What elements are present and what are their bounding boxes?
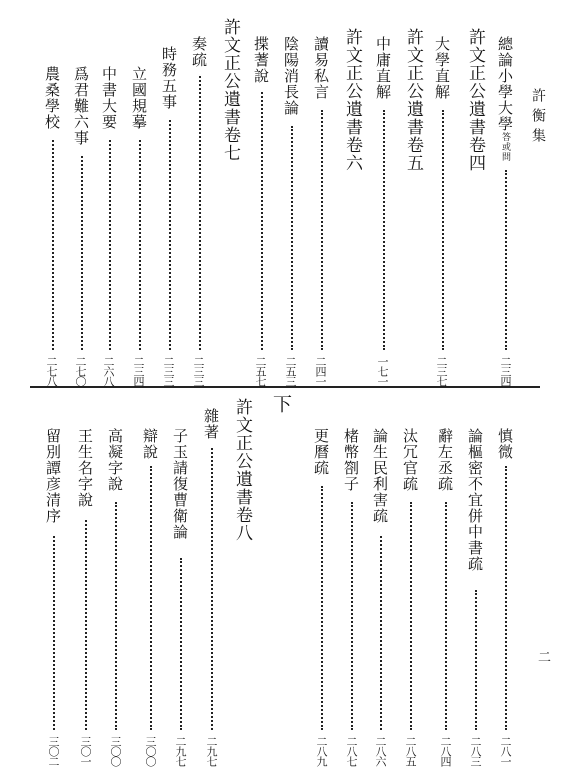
page-number: 三〇一: [79, 736, 92, 766]
toc-entry: 陰陽消長論: [282, 36, 300, 116]
dot-leader: [81, 156, 83, 350]
toc-entry: 汰冗官疏: [401, 428, 419, 492]
dot-leader: [211, 448, 213, 730]
toc-entry: 辯說: [141, 428, 159, 460]
toc-entry: 中書大要: [100, 66, 118, 130]
page-number: 三〇二: [47, 736, 60, 766]
page-number: 二八六: [374, 736, 387, 766]
dot-leader: [445, 502, 447, 730]
toc-entry: 慎微: [496, 428, 514, 460]
page-number: 一七一: [376, 356, 389, 386]
dot-leader: [139, 140, 141, 350]
dot-leader: [261, 92, 263, 350]
dot-leader: [52, 140, 54, 350]
volume-heading: 許文正公遺書卷六: [342, 28, 362, 172]
dot-leader: [115, 502, 117, 730]
page-number: 二五三: [284, 356, 297, 386]
toc-entry: 農桑學校: [43, 66, 61, 130]
entry-note: 答或問: [500, 132, 510, 162]
page-number: 三〇〇: [144, 736, 157, 766]
toc-entry: 讀易私言: [312, 36, 330, 100]
toc-entry: 中庸直解: [374, 36, 392, 100]
toc-entry: 大學直解: [433, 36, 451, 100]
toc-entry: 王生名字說: [76, 428, 94, 508]
page-number: 二九七: [205, 736, 218, 766]
toc-entry: 奏疏: [190, 36, 208, 68]
dot-leader: [442, 110, 444, 350]
volume-heading: 許文正公遺書卷八: [232, 398, 252, 542]
page-number: 二七八: [45, 356, 58, 386]
volume-heading: 許文正公遺書卷七: [220, 18, 240, 162]
page-number: 二四一: [314, 356, 327, 386]
page-number: 二七〇: [74, 356, 87, 386]
dot-leader: [505, 466, 507, 730]
toc-entry: 雜著: [202, 408, 220, 440]
page-number: 二三七: [435, 356, 448, 386]
toc-entry-main: [497, 36, 512, 162]
dot-leader: [505, 170, 507, 350]
dot-leader: [321, 110, 323, 350]
toc-entry: 爲君難六事: [72, 66, 90, 146]
page-number: 二三三: [192, 356, 205, 386]
dot-leader: [351, 502, 353, 730]
page-number: 二三三: [162, 356, 175, 386]
dot-leader: [475, 590, 477, 730]
toc-entry: 揲蓍說: [252, 36, 270, 84]
toc-entry: 子玉請復曹衛論: [171, 428, 189, 540]
page-number: 二八七: [345, 736, 358, 766]
page-number: 二三四: [499, 356, 512, 386]
toc-entry: 更曆疏: [312, 428, 330, 476]
dot-leader: [199, 76, 201, 350]
toc-entry: 楮幣劄子: [342, 428, 360, 492]
page-number: 二五七: [254, 356, 267, 386]
toc-entry: 時務五事: [160, 46, 178, 110]
entry-label: 總論小學大學: [496, 36, 514, 132]
section-divider: [30, 386, 540, 388]
dot-leader: [180, 558, 182, 730]
dot-leader: [410, 502, 412, 730]
page-number: 二三四: [132, 356, 145, 386]
dot-leader: [291, 126, 293, 350]
toc-entry: 論樞密不宜併中書疏: [466, 428, 484, 572]
running-head: 許衡集: [530, 88, 546, 148]
dot-leader: [169, 120, 171, 350]
toc-entry: 辭左丞疏: [436, 428, 454, 492]
dot-leader: [85, 520, 87, 730]
dot-leader: [383, 110, 385, 350]
toc-entry: 論生民利害疏: [371, 428, 389, 524]
page-number: 二六八: [102, 356, 115, 386]
page-number: 二八四: [439, 736, 452, 766]
page-number: 二八九: [315, 736, 328, 766]
volume-heading: 許文正公遺書卷五: [403, 28, 423, 172]
page-number: 二九七: [174, 736, 187, 766]
page-number: 二八五: [404, 736, 417, 766]
toc-entry: 留別譚彦清序: [44, 428, 62, 524]
toc-entry: 高凝字說: [106, 428, 124, 492]
folio: 二: [535, 650, 550, 662]
page-number: 二八一: [499, 736, 512, 766]
dot-leader: [380, 536, 382, 730]
section-marker: 下: [270, 394, 292, 414]
dot-leader: [321, 486, 323, 730]
dot-leader: [53, 536, 55, 730]
page-number: 二八三: [469, 736, 482, 766]
dot-leader: [109, 140, 111, 350]
toc-entry: 立國規摹: [130, 66, 148, 130]
page-number: 三〇〇: [109, 736, 122, 766]
volume-heading: 許文正公遺書卷四: [465, 28, 485, 172]
dot-leader: [150, 466, 152, 730]
